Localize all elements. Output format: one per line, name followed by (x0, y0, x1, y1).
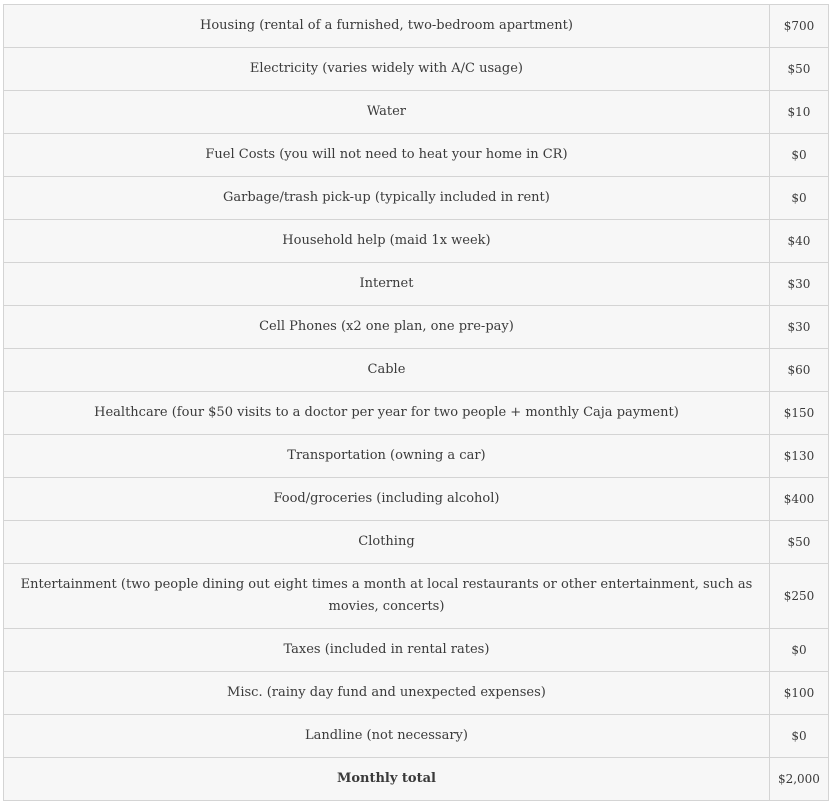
expense-amount: $40 (769, 220, 828, 263)
expense-item: Fuel Costs (you will not need to heat your home in CR) (4, 134, 770, 177)
expense-amount: $100 (769, 672, 828, 715)
table-row (4, 91, 829, 134)
table-row (4, 48, 829, 91)
table-row (4, 521, 829, 564)
expense-amount: $30 (769, 306, 828, 349)
total-row (4, 758, 829, 801)
expense-item: Cable (4, 349, 770, 392)
expense-amount: $0 (769, 715, 828, 758)
table-row (4, 392, 829, 435)
total-label: Monthly total (4, 758, 770, 801)
expense-amount: $130 (769, 435, 828, 478)
expense-item: Water (4, 91, 770, 134)
expense-amount: $60 (769, 349, 828, 392)
table-row (4, 629, 829, 672)
expense-amount: $250 (769, 564, 828, 629)
expense-item: Housing (rental of a furnished, two-bedroom apartment) (4, 5, 770, 48)
expense-item: Landline (not necessary) (4, 715, 770, 758)
table-row (4, 263, 829, 306)
expense-item: Healthcare (four $50 visits to a doctor per year for two people + monthly Caja payment) (4, 392, 770, 435)
table-row (4, 306, 829, 349)
table-row (4, 564, 829, 629)
expense-amount: $700 (769, 5, 828, 48)
expense-amount: $10 (769, 91, 828, 134)
expense-item: Taxes (included in rental rates) (4, 629, 770, 672)
table-row (4, 349, 829, 392)
total-amount: $2,000 (769, 758, 828, 801)
expense-item: Transportation (owning a car) (4, 435, 770, 478)
expense-amount: $30 (769, 263, 828, 306)
expense-amount: $0 (769, 177, 828, 220)
expense-item: Garbage/trash pick-up (typically included in rent) (4, 177, 770, 220)
expense-amount: $400 (769, 478, 828, 521)
expense-amount: $50 (769, 48, 828, 91)
expense-item: Household help (maid 1x week) (4, 220, 770, 263)
table-row (4, 672, 829, 715)
table-row (4, 715, 829, 758)
expense-item: Internet (4, 263, 770, 306)
expense-item: Cell Phones (x2 one plan, one pre-pay) (4, 306, 770, 349)
expense-amount: $0 (769, 134, 828, 177)
expense-item: Electricity (varies widely with A/C usage) (4, 48, 770, 91)
table-row (4, 134, 829, 177)
expense-item: Misc. (rainy day fund and unexpected expenses) (4, 672, 770, 715)
table-row (4, 177, 829, 220)
expense-amount: $0 (769, 629, 828, 672)
table-row (4, 5, 829, 48)
expense-item: Food/groceries (including alcohol) (4, 478, 770, 521)
expense-amount: $150 (769, 392, 828, 435)
table-row (4, 435, 829, 478)
expense-item: Entertainment (two people dining out eight times a month at local restaurants or other entertainment, such as movies, concerts) (4, 564, 770, 629)
expense-item: Clothing (4, 521, 770, 564)
table-row (4, 478, 829, 521)
expense-amount: $50 (769, 521, 828, 564)
table-row (4, 220, 829, 263)
monthly-cost-table (3, 4, 829, 801)
